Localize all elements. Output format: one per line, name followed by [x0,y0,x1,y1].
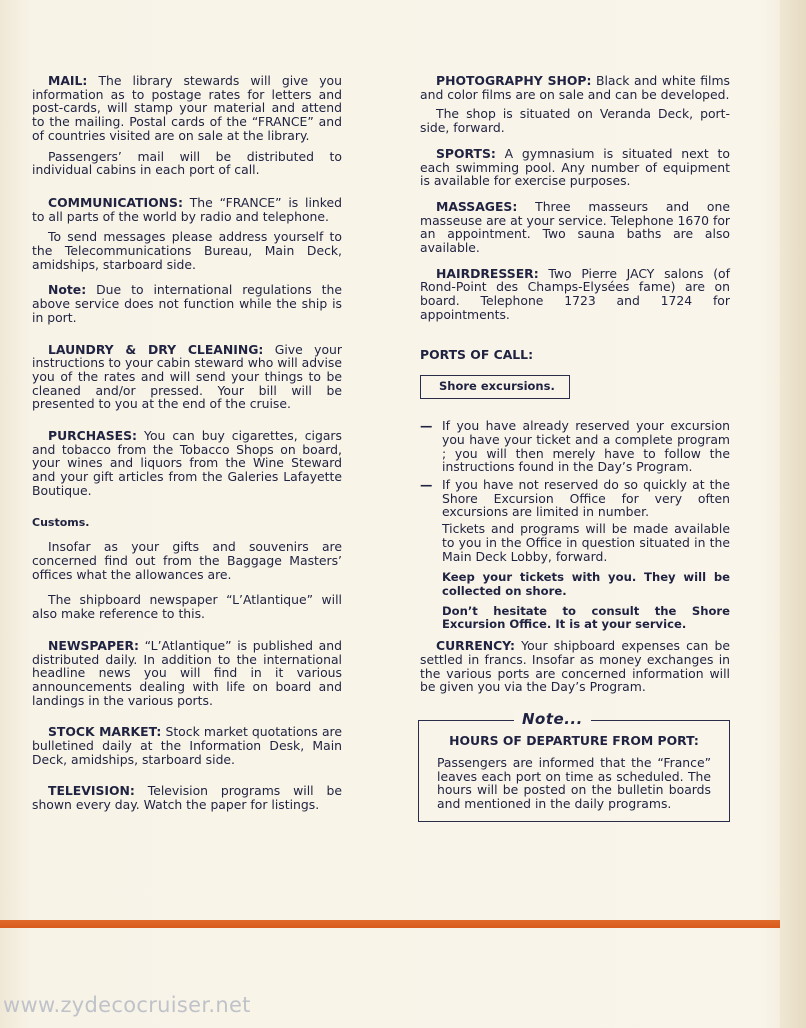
currency-paragraph [420,639,730,694]
newspaper-heading: NEWSPAPER: [48,637,139,653]
purchases-paragraph [32,429,342,498]
hairdresser-text: Two Pierre JACY salons (of Rond-Point des Champs-Elysées fame) are on board. Telephone 1723 and 1724 for appointments. [420,265,730,322]
purchases-text: You can buy cigarettes, cigars and tobacco from the Tobacco Shops on board, your wines and liquors from the Wine Steward and your gift articles from the Galeries Lafayette Boutique. [32,428,342,498]
mail-text: The library stewards will give you information as to postage rates for letters and post-cards, will stamp your material and attend to the mailing. Postal cards of the “FRANCE” and of countries visited are on sale at the library. [32,73,342,143]
bullet-reserved-text: If you have already reserved your excursion you have your ticket and a complete program ; you will then merely have to follow the instructions found in the Day’s Program. [442,418,730,475]
mail-heading: MAIL: [48,73,88,88]
orange-divider-rule [0,920,780,928]
keep-tickets-notice: Keep your tickets with you. They will be collected on shore. [442,570,730,598]
note-text: Due to international regulations the above service does not function while the ship is in port. [32,282,342,325]
departure-note-box [418,709,730,822]
departure-hours-text: Passengers are informed that the “France” leaves each port on time as scheduled. The hours will be posted on the bulletin boards and mentioned in the daily programs. [437,754,711,812]
newspaper-text: “L’Atlantique” is published and distributed daily. In addition to the international headline news you will find in it various announcements dealing with life on board and landings in the various ports. [32,637,342,708]
sports-text: A gymnasium is situated next to each swimming pool. Any number of equipment is available for exercise purposes. [420,145,730,189]
laundry-text: Give your instructions to your cabin steward who will advise you of the rates and will send your things to be cleaned and/or pressed. Your bill will be presented to you at the end of the cruise. [32,341,342,412]
stock-market-paragraph [32,725,342,766]
photography-location-text: The shop is situated on Veranda Deck, port-side, forward. [420,106,730,136]
communications-send-text: To send messages please address yourself to the Telecommunications Bureau, Main Deck, amidships, starboard side. [32,229,342,272]
laundry-heading: LAUNDRY & DRY CLEANING: [48,341,264,357]
note-heading: Note: [48,282,87,298]
customs-heading: Customs. [32,515,90,529]
bullet-dash: — [420,477,433,493]
communications-text: The “FRANCE” is linked to all parts of the world by radio and telephone. [32,194,342,224]
watermark: www.zydecocruiser.net [3,993,251,1017]
shore-excursions-box: Shore excursions. [420,375,570,399]
massages-heading: MASSAGES: [436,198,518,214]
tickets-programs-text: Tickets and programs will be made available to you in the Office in question situated in the Main Deck Lobby, forward. [442,521,730,564]
newspaper-paragraph [32,639,342,708]
currency-heading: CURRENCY: [436,638,516,654]
note-paragraph [32,283,342,324]
laundry-paragraph [32,343,342,412]
stock-market-heading: STOCK MARKET: [48,724,162,740]
hairdresser-heading: HAIRDRESSER: [436,265,539,281]
currency-text: Your shipboard expenses can be settled in francs. Insofar as money exchanges in the various ports are concerned information will be given you via the Day’s Program. [420,638,730,695]
stock-market-text: Stock market quotations are bulletined daily at the Information Desk, Main Deck, amidships, starboard side. [32,724,342,767]
purchases-heading: PURCHASES: [48,428,138,444]
bullet-dash: — [420,418,433,434]
television-paragraph [32,784,342,811]
photography-heading: PHOTOGRAPHY SHOP: [436,73,592,88]
communications-paragraph [32,196,342,223]
communications-heading: COMMUNICATIONS: [48,194,183,210]
sports-heading: SPORTS: [436,145,496,161]
television-heading: TELEVISION: [48,783,135,799]
consult-office-notice: Don’t hesitate to consult the Shore Excursion Office. It is at your service. [442,603,730,632]
customs-text: Insofar as your gifts and souvenirs are concerned find out from the Baggage Masters’ offices what the allowances are. [32,539,342,582]
bullet-body [442,478,730,632]
bullet-item [420,478,730,632]
sports-paragraph [420,147,730,188]
massages-text: Three masseurs and one masseuse are at your service. Telephone 1670 for an appointment. Two sauna baths are also available. [420,198,730,256]
departure-hours-heading: HOURS OF DEPARTURE FROM PORT: [449,732,699,748]
massages-paragraph [420,200,730,255]
note-box-frame [418,720,730,822]
photography-paragraph [420,74,730,101]
bullet-not-reserved-text: If you have not reserved do so quickly at the Shore Excursion Office for very often excursions are limited in number. [442,477,730,520]
hairdresser-paragraph [420,267,730,322]
ports-of-call-heading: PORTS OF CALL: [420,346,534,362]
left-column [32,74,342,812]
page-gutter [780,0,806,1028]
photography-text: Black and white films and color films are on sale and can be developed. [420,73,730,102]
mail-paragraph [32,74,342,143]
bullet-item [420,419,730,474]
customs-newspaper-text: The shipboard newspaper “L’Atlantique” will also make reference to this. [32,592,342,622]
right-column [420,74,730,822]
note-title: Note... [514,710,591,728]
mail-distribution-text: Passengers’ mail will be distributed to individual cabins in each port of call. [32,148,342,178]
television-text: Television programs will be shown every day. Watch the paper for listings. [32,783,342,813]
